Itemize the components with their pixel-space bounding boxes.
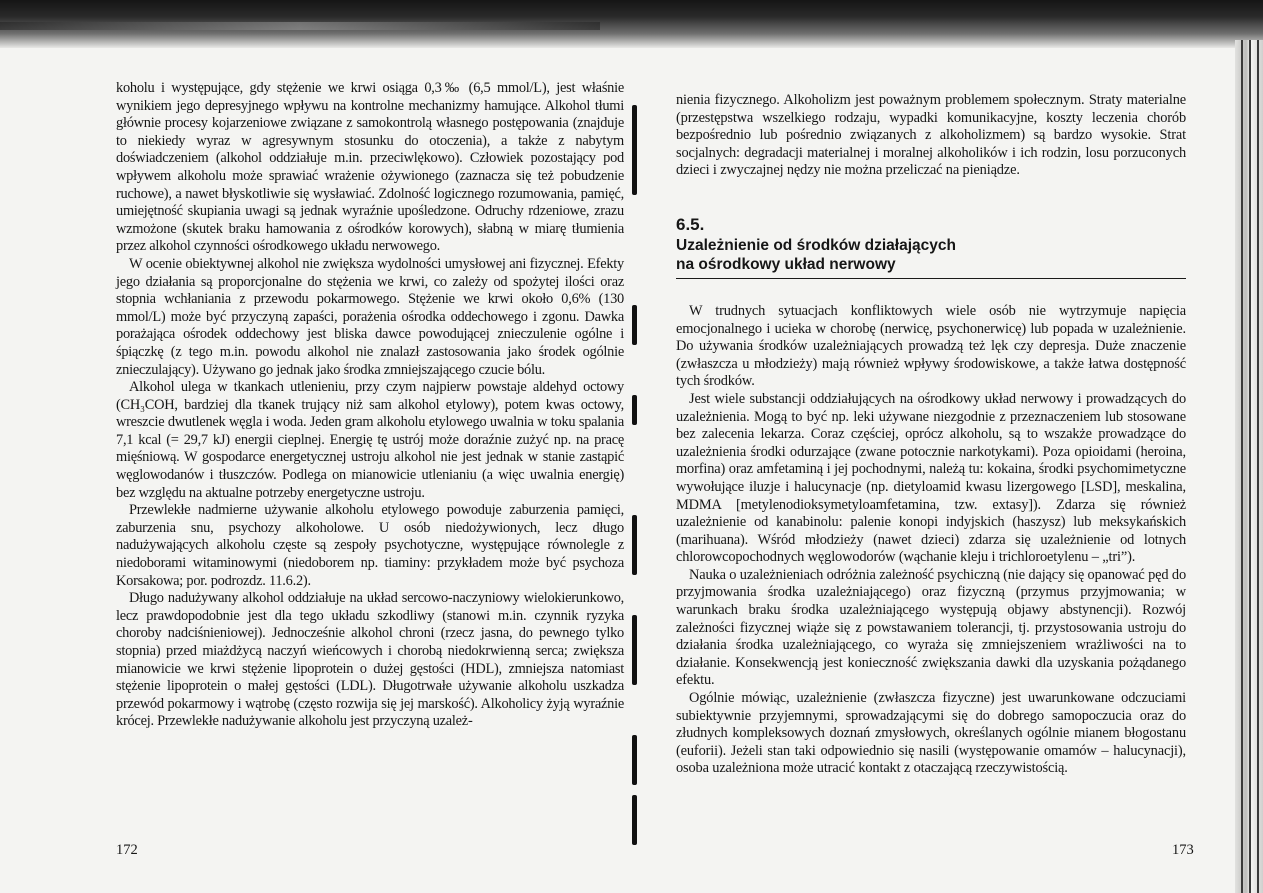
right-page [676,92,1186,778]
book-edge-right [1235,40,1263,893]
scan-shadow-top [0,0,1263,48]
paragraph: nienia fizycznego. Alkoholizm jest poważnym problemem społecznym. Straty materialne (przestępstwa wszelkiego rodzaju, wypadki komunikacyjne, koszty leczenia chorób bezpośrednio lub pośrednio związanych z alkoholizmem) są bardzo wysokie. Strat socjalnych: degradacji materialnej i moralnej alkoholików i ich rodzin, losu porzuconych dzieci i zwyczajnej nędzy nie można przeliczać na pieniądze. [676,92,1186,179]
section-number: 6.5. [676,214,705,234]
section-heading [676,214,1186,279]
paragraph: Długo nadużywany alkohol oddziałuje na układ sercowo-naczyniowy wielokierunkowo, lecz prawdopodobnie jest dla tego układu szkodliwy (stanowi m.in. czynnik ryzyka choroby nadciśnieniowej). Jednocześnie alkohol chroni (rzecz jasna, do pewnego tylko stopnia) przed miażdżycą naczyń wieńcowych i chorobą niedokrwienną serca; zwiększa mianowicie we krwi stężenie lipoprotein o dużej gęstości (HDL), zmniejsza natomiast stężenie lipoprotein o małej gęstości (LDL). Długotrwałe używanie alkoholu uszkadza przewód pokarmowy i wątrobę (często rozwija się jej marskość). Alkoholicy żyją wyraźnie krócej. Przewlekłe nadużywanie alkoholu jest przyczyną uzależ- [116,590,624,730]
book-gutter [628,95,642,855]
section-title-line1: Uzależnienie od środków działających [676,236,956,254]
paragraph: Przewlekłe nadmierne używanie alkoholu etylowego powoduje zaburzenia pamięci, zaburzenia snu, psychozy alkoholowe. U osób niedożywionych, lecz długo nadużywających alkoholu częste są zespoły psychotyczne, występujące równolegle z niedoborami witaminowymi (niedoborem np. tiaminy: przykładem może być psychoza Korsakowa; por. podrozdz. 11.6.2). [116,502,624,589]
paragraph: koholu i występujące, gdy stężenie we krwi osiąga 0,3‰ (6,5 mmol/L), jest właśnie wynikiem jego depresyjnego wpływu na kontrolne mechanizmy hamujące. Alkohol tłumi głównie procesy kojarzeniowe związane z samokontrolą własnego postępowania (znajduje to niekiedy wyraz w agresywnym stosunku do otoczenia), a także z nabytym doświadczeniem (alkohol oddziałuje m.in. przeciwlękowo). Człowiek pozostający pod wpływem alkoholu może sprawiać wrażenie ożywionego (zaznacza się też pobudzenie ruchowe), a nawet błyskotliwie się wysławiać. Zdolność logicznego rozumowania, pamięć, umiejętność skupiania uwagi są jednak wyraźnie upośledzone. Odruchy rdzeniowe, zrazu wzmożone (skutek braku hamowania z ośrodków korowych), słabną w miarę tłumienia przez alkohol czynności ośrodkowego układu nerwowego. [116,80,624,255]
page-number-left: 172 [116,842,138,858]
scan-streak [0,22,600,30]
page-number-right: 173 [1172,842,1194,858]
section-title-line2: na ośrodkowy układ nerwowy [676,255,896,273]
paragraph: W ocenie obiektywnej alkohol nie zwiększa wydolności umysłowej ani fizycznej. Efekty jego działania są proporcjonalne do stężenia we krwi, co zależy od spożytej ilości oraz stopnia wchłaniania z przewodu pokarmowego. Stężenie we krwi około 0,6% (130 mmol/L) może być przyczyną zapaści, porażenia ośrodka oddechowego i zgonu. Dawka porażająca ośrodek oddechowy jest bliska dawce powodującej znieczulenie ogólne i śpiączkę (z tego m.in. powodu alkohol nie znalazł zastosowania jako środek ogólnie znieczulający). Używano go jednak jako środka zmniejszającego czucie bólu. [116,255,624,378]
paragraph: Alkohol ulega w tkankach utlenieniu, przy czym najpierw powstaje aldehyd octowy (CH₃COH, bardziej dla tkanek trujący niż sam alkohol etylowy), potem kwas octowy, wreszcie dwutlenek węgla i woda. Jeden gram alkoholu etylowego uwalnia w toku spalania 7,1 kcal (= 29,7 kJ) energii cieplnej. Energię tę ustrój może doraźnie zużyć np. na pracę mięśniową. W gospodarce energetycznej ustroju alkohol nie jest jednak w stanie zastąpić węglowodanów i tłuszczów. Podlega on mianowicie utlenianiu (a więc uwalnia energię) bez względu na aktualne potrzeby energetyczne ustroju. [116,379,624,501]
paragraph: Nauka o uzależnieniach odróżnia zależność psychiczną (nie dający się opanować pęd do przyjmowania środka uzależniającego) oraz fizyczną (przymus przyjmowania; w warunkach braku środka uzależniającego występują objawy abstynencji). Rozwój zależności fizycznej wiąże się z powstawaniem tolerancji, tj. przystosowania ustroju do działania środka uzależniającego, co wyraża się zmniejszeniem wrażliwości na to działanie. Konsekwencją jest konieczność zwiększania dawki dla uzyskania pożądanego efektu. [676,566,1186,689]
left-page [116,80,624,731]
paragraph: W trudnych sytuacjach konfliktowych wiele osób nie wytrzymuje napięcia emocjonalnego i ucieka w chorobę (nerwicę, psychonerwicę) lub popada w uzależnienie. Do używania środków uzależniających prowadzą też lęk czy depresja. Duże znaczenie (zwłaszcza u młodzieży) mają również wpływy środowiskowe, a także łatwa dostępność tych środków. [676,302,1186,390]
paragraph: Jest wiele substancji oddziałujących na ośrodkowy układ nerwowy i prowadzących do uzależnienia. Mogą to być np. leki używane niezgodnie z przeznaczeniem lub stosowane bez zalecenia lekarza. Coraz częściej, oprócz alkoholu, są to wszakże prowadzące do uzależnienia środki odurzające (zwane potocznie narkotykami). Poza opioidami (heroina, morfina) oraz amfetaminą i jej pochodnymi, należą tu: kokaina, środki psychomimetyczne wywołujące iluzje i halucynacje (np. dietyloamid kwasu lizergowego [LSD], meskalina, MDMA [metylenodioksymetyloamfetamina, tzw. extasy]). Zdarza się również uzależnienie od kanabinolu: palenie konopi indyjskich (haszysz) lub meksykańskich (marihuana). Wśród młodzieży (nawet dzieci) zdarza się uzależnienie od lotnych chlorowcopochodnych węglowodorów (wąchanie kleju i trichloroetylenu – „tri”). [676,390,1186,566]
paragraph: Ogólnie mówiąc, uzależnienie (zwłaszcza fizyczne) jest uwarunkowane odczuciami subiektywnie przyjemnymi, sprowadzającymi się do dobrego samopoczucia oraz do złudnych kompleksowych doznań zmysłowych, określanych ogólnie mianem błogostanu (euforii). Jeżeli stan taki odpowiednio się nasili (występowanie omamów – halucynacji), osoba uzależniona może utracić kontakt z otaczającą rzeczywistością. [676,690,1186,777]
